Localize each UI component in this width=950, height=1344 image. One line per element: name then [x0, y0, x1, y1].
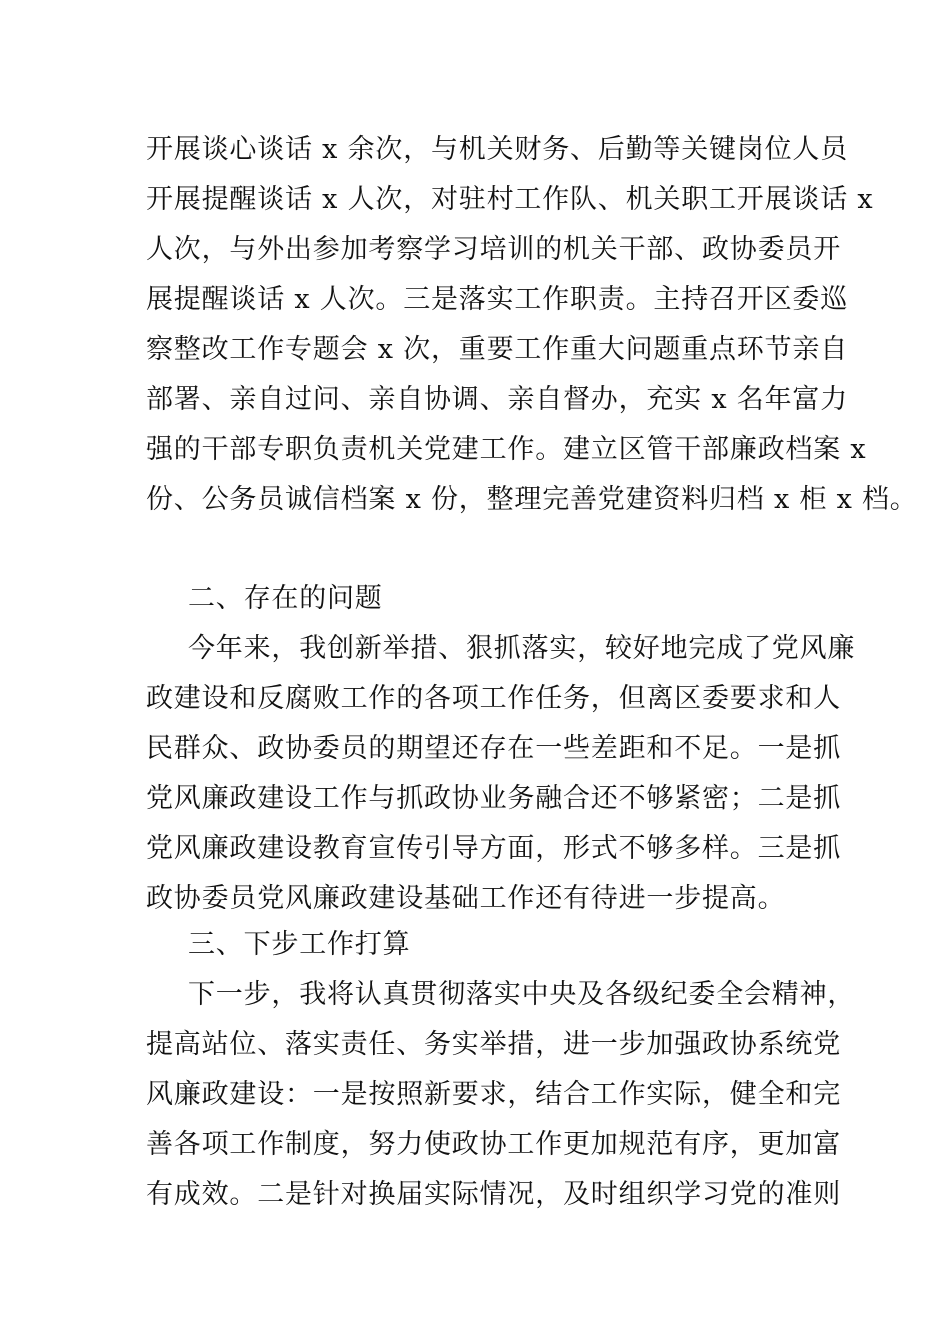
text-line: 有成效。二是针对换届实际情况，及时组织学习党的准则: [146, 1179, 841, 1210]
text-line: 民群众、政协委员的期望还存在一些差距和不足。一是抓: [146, 733, 841, 764]
text-line: 今年来，我创新举措、狠抓落实，较好地完成了党风廉: [188, 633, 856, 664]
text-line: 开展提醒谈话 x 人次，对驻村工作队、机关职工开展谈话 x: [146, 184, 874, 215]
text-line: 党风廉政建设教育宣传引导方面，形式不够多样。三是抓: [146, 833, 841, 864]
text-line: 提高站位、落实责任、务实举措，进一步加强政协系统党: [146, 1029, 841, 1060]
text-line: 强的干部专职负责机关党建工作。建立区管干部廉政档案 x: [146, 434, 867, 465]
text-line: 份、公务员诚信档案 x 份，整理完善党建资料归档 x 柜 x 档。: [146, 484, 918, 515]
text-line: 察整改工作专题会 x 次，重要工作重大问题重点环节亲自: [146, 334, 848, 365]
section-next-steps: [146, 920, 856, 1220]
text-line: 部署、亲自过问、亲自协调、亲自督办，充实 x 名年富力: [146, 384, 848, 415]
text-line: 党风廉政建设工作与抓政协业务融合还不够紧密；二是抓: [146, 783, 841, 814]
paragraph-continuation: [146, 125, 918, 525]
section-heading: 二、存在的问题: [188, 583, 383, 614]
text-line: 展提醒谈话 x 人次。三是落实工作职责。主持召开区委巡: [146, 284, 848, 315]
section-heading: 三、下步工作打算: [188, 929, 411, 960]
text-line: 政建设和反腐败工作的各项工作任务，但离区委要求和人: [146, 683, 841, 714]
text-line: 下一步，我将认真贯彻落实中央及各级纪委全会精神，: [188, 979, 856, 1010]
section-problems: [146, 574, 856, 924]
text-line: 风廉政建设：一是按照新要求，结合工作实际，健全和完: [146, 1079, 841, 1110]
text-line: 政协委员党风廉政建设基础工作还有待进一步提高。: [146, 883, 786, 914]
text-line: 开展谈心谈话 x 余次，与机关财务、后勤等关键岗位人员: [146, 134, 848, 165]
text-line: 善各项工作制度，努力使政协工作更加规范有序，更加富: [146, 1129, 841, 1160]
text-line: 人次，与外出参加考察学习培训的机关干部、政协委员开: [146, 234, 841, 265]
